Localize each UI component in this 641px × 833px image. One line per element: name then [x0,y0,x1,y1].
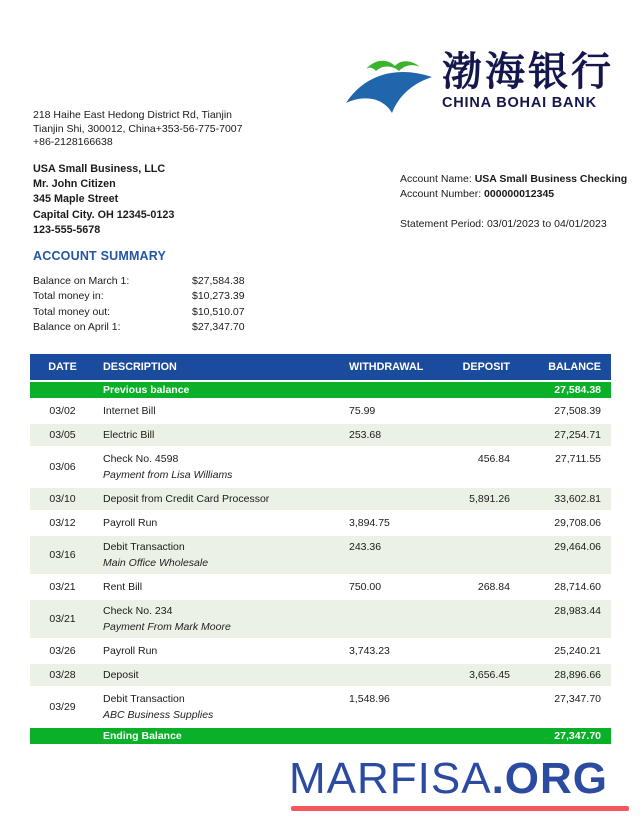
txn-description-cell [95,664,345,686]
recipient-block [33,162,174,238]
table-row [30,640,611,662]
txn-date-cell: 03/16 [30,536,95,574]
txn-withdrawal-cell: 75.99 [345,400,435,422]
account-summary-table [33,274,313,335]
bank-address-line: 218 Haihe East Hedong District Rd, Tianjin [33,109,233,121]
txn-withdrawal-cell [345,664,435,686]
txn-description-cell [95,400,345,422]
ending-balance-value: 27,347.70 [515,728,611,744]
account-summary-title: ACCOUNT SUMMARY [33,249,167,263]
txn-description: Payroll Run [103,517,158,529]
txn-withdrawal-cell: 750.00 [345,576,435,598]
txn-balance-cell: 28,983.44 [515,600,611,638]
txn-description: Rent Bill [103,581,143,593]
txn-description: Internet Bill [103,405,156,417]
account-number-label: Account Number: [400,188,485,200]
account-number-value: 000000012345 [484,188,555,200]
txn-date-cell: 03/28 [30,664,95,686]
txn-balance-cell: 29,464.06 [515,536,611,574]
account-name-value: USA Small Business Checking [474,173,628,185]
summary-value: $27,347.70 [192,320,245,333]
ending-balance-row [30,728,611,744]
txn-date-cell: 03/21 [30,576,95,598]
txn-balance-cell: 27,508.39 [515,400,611,422]
previous-balance-value: 27,584.38 [515,382,611,398]
txn-description-cell [95,600,345,638]
previous-balance-date-cell [30,382,95,398]
marfisa-watermark [289,754,609,803]
bank-logo [344,52,614,114]
txn-description: Deposit [103,669,139,681]
watermark-text: MARFISA [289,754,492,803]
txn-withdrawal-cell: 243.36 [345,536,435,574]
txn-description-cell [95,640,345,662]
txn-deposit-cell: 3,656.45 [435,664,515,686]
txn-deposit-cell: 268.84 [435,576,515,598]
account-name-row [400,172,627,187]
txn-withdrawal-cell: 1,548.96 [345,688,435,726]
txn-description: Debit Transaction [103,693,185,705]
previous-balance-row [30,382,611,398]
recipient-line: Mr. John Citizen [33,178,116,191]
txn-description: Check No. 234 [103,605,173,617]
bank-logo-text [442,52,614,111]
txn-withdrawal-cell [345,448,435,486]
txn-description-detail: Payment From Mark Moore [103,621,231,633]
summary-value: $10,273.39 [192,290,245,303]
table-row [30,448,611,486]
txn-balance-cell: 27,254.71 [515,424,611,446]
table-row [30,488,611,510]
previous-balance-withdrawal-cell [345,382,435,398]
table-row [30,400,611,422]
txn-description: Check No. 4598 [103,453,179,465]
table-row [30,664,611,686]
recipient-line: 345 Maple Street [33,193,119,206]
header-balance: BALANCE [515,354,611,380]
txn-description-cell [95,488,345,510]
txn-description-detail: Main Office Wholesale [103,557,209,569]
txn-balance-cell: 28,714.60 [515,576,611,598]
summary-row [33,305,313,320]
txn-date-cell: 03/26 [30,640,95,662]
watermark-underline [291,806,629,811]
txn-withdrawal-cell: 3,894.75 [345,512,435,534]
summary-value: $10,510.07 [192,305,245,318]
txn-date-cell: 03/02 [30,400,95,422]
txn-date-cell: 03/12 [30,512,95,534]
recipient-line: USA Small Business, LLC [33,163,166,175]
txn-description-detail: Payment from Lisa Williams [103,469,233,481]
header-deposit: DEPOSIT [435,354,515,380]
table-row [30,600,611,638]
statement-period-value: 03/01/2023 to 04/01/2023 [486,218,607,230]
table-row [30,576,611,598]
txn-balance-cell: 28,896.66 [515,664,611,686]
txn-description-cell [95,512,345,534]
header-withdrawal: WITHDRAWAL [345,354,435,380]
header-date: DATE [30,354,95,380]
account-number-row [400,187,627,202]
txn-deposit-cell [435,424,515,446]
table-header-row [30,354,611,380]
account-info-block [400,172,627,232]
txn-description: Electric Bill [103,429,155,441]
table-row [30,424,611,446]
recipient-line: 123-555-5678 [33,223,101,236]
summary-row [33,289,313,304]
txn-description-cell [95,424,345,446]
statement-period-label: Statement Period: [400,218,487,230]
txn-description-cell [95,448,345,486]
txn-date-cell: 03/05 [30,424,95,446]
txn-deposit-cell [435,512,515,534]
txn-balance-cell: 27,711.55 [515,448,611,486]
summary-value: $27,584.38 [192,275,245,287]
txn-description: Payroll Run [103,645,158,657]
txn-description: Deposit from Credit Card Processor [103,493,270,505]
txn-deposit-cell [435,688,515,726]
txn-balance-cell: 33,602.81 [515,488,611,510]
ending-balance-label: Ending Balance [95,728,345,744]
txn-balance-cell: 25,240.21 [515,640,611,662]
txn-withdrawal-cell: 253.68 [345,424,435,446]
txn-balance-cell: 29,708.06 [515,512,611,534]
txn-deposit-cell [435,600,515,638]
txn-description-cell [95,576,345,598]
txn-deposit-cell: 5,891.26 [435,488,515,510]
summary-row [33,274,313,289]
ending-balance-withdrawal-cell [345,728,435,744]
summary-row [33,320,313,335]
account-name-label: Account Name: [400,173,475,185]
statement-period-row [400,217,627,232]
summary-label: Balance on March 1: [33,275,130,287]
txn-deposit-cell [435,400,515,422]
txn-description: Debit Transaction [103,541,185,553]
txn-withdrawal-cell [345,600,435,638]
ending-balance-deposit-cell [435,728,515,744]
previous-balance-label: Previous balance [95,382,345,398]
bank-address-line: +86-2128166638 [33,136,113,148]
table-row [30,512,611,534]
ending-balance-date-cell [30,728,95,744]
txn-deposit-cell: 456.84 [435,448,515,486]
bohai-wave-logo-icon [344,56,436,114]
txn-description-cell [95,536,345,574]
header-description: DESCRIPTION [95,354,345,380]
table-row [30,536,611,574]
bank-address-block [33,109,242,150]
previous-balance-deposit-cell [435,382,515,398]
txn-date-cell: 03/21 [30,600,95,638]
txn-date-cell: 03/10 [30,488,95,510]
bank-name-english: CHINA BOHAI BANK [442,95,597,111]
txn-date-cell: 03/29 [30,688,95,726]
txn-withdrawal-cell: 3,743.23 [345,640,435,662]
summary-label: Total money in: [33,290,104,303]
txn-balance-cell: 27,347.70 [515,688,611,726]
bank-address-line: Tianjin Shi, 300012, China+353-56-775-7007 [33,122,243,135]
transactions-table [30,352,611,746]
table-row [30,688,611,726]
txn-description-detail: ABC Business Supplies [103,709,214,721]
summary-label: Balance on April 1: [33,320,121,333]
txn-withdrawal-cell [345,488,435,510]
txn-deposit-cell [435,640,515,662]
bank-name-chinese: 渤海银行 [442,50,614,94]
summary-label: Total money out: [33,305,111,318]
txn-description-cell [95,688,345,726]
watermark-text-bold: .ORG [491,754,609,803]
txn-date-cell: 03/06 [30,448,95,486]
txn-deposit-cell [435,536,515,574]
recipient-line: Capital City. OH 12345-0123 [33,208,175,221]
